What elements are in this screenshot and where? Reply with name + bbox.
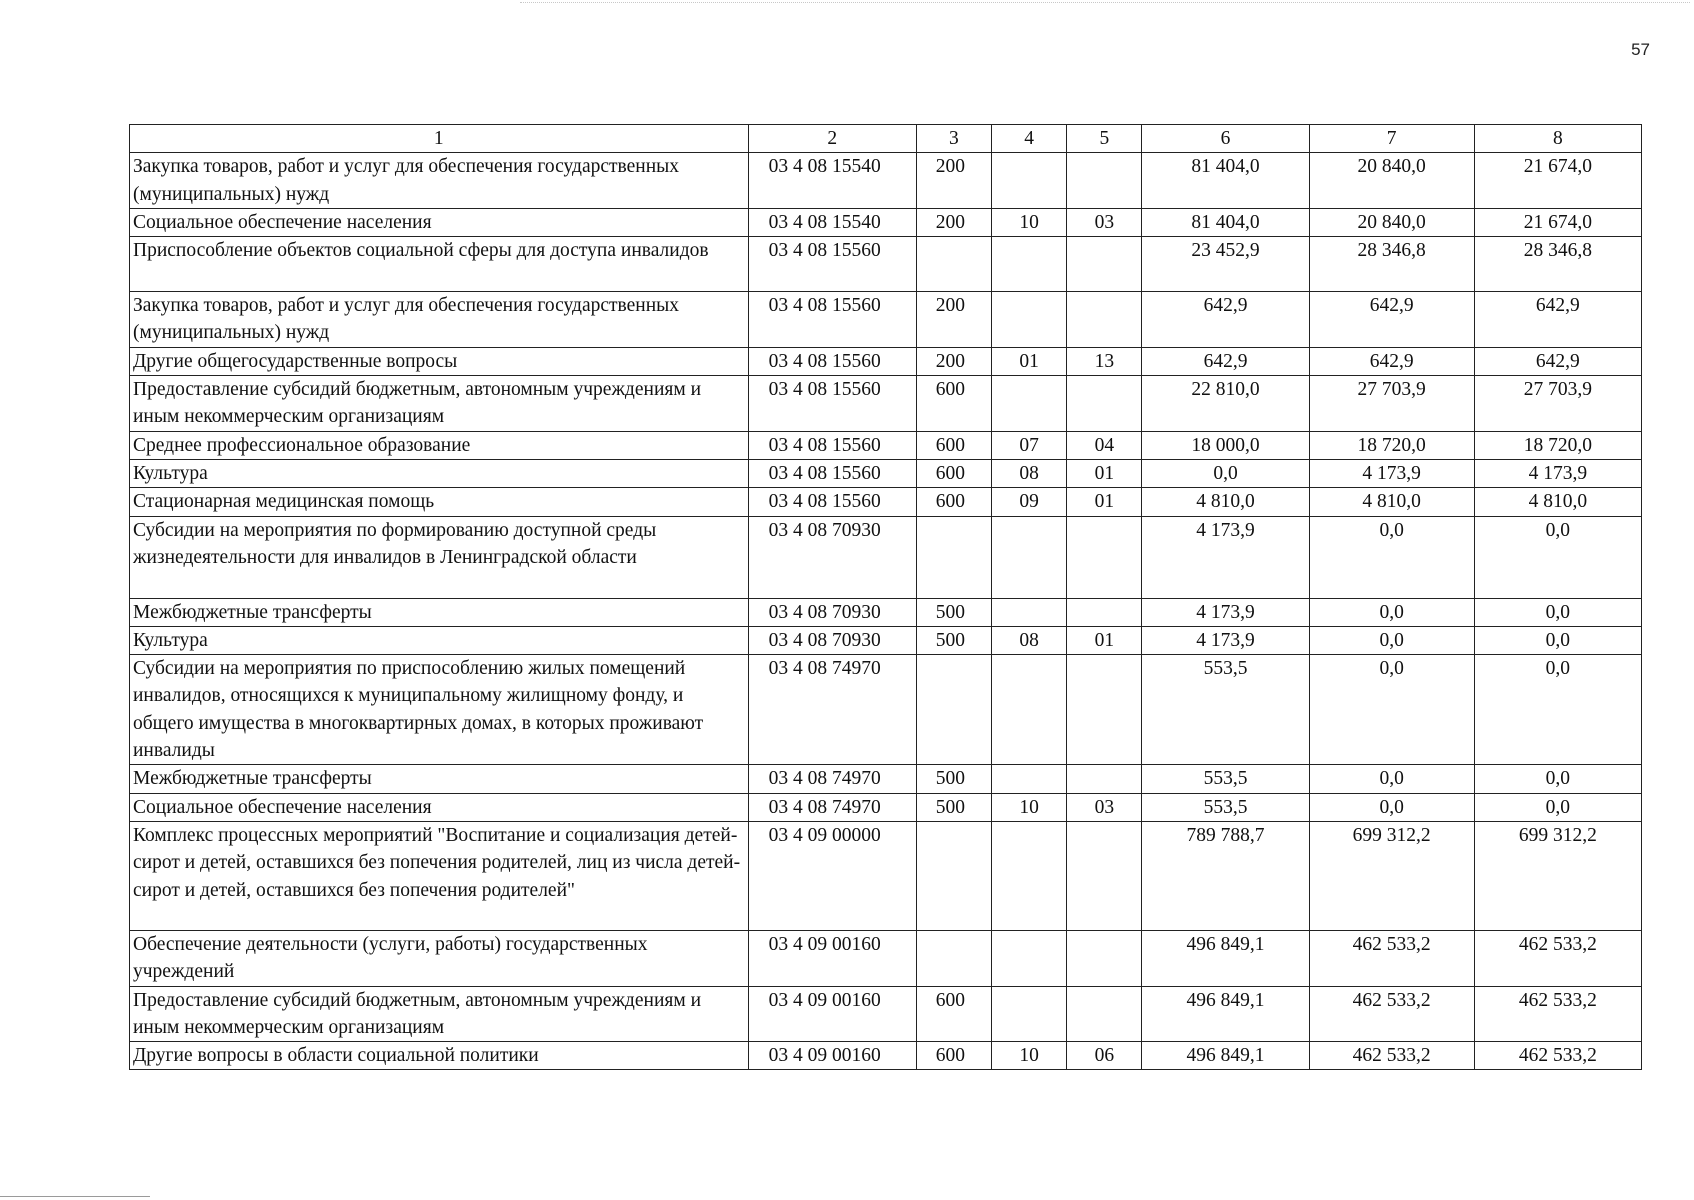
column-header: 7	[1309, 125, 1474, 153]
table-row	[130, 986, 1642, 1042]
row-name: Социальное обеспечение населения	[130, 208, 749, 236]
row-name: Субсидии на мероприятия по приспособлению жилых помещений инвалидов, относящихся к муниципальному жилищному фонду, и общего имущества в многоквартирных домах, в которых проживают инвалиды	[130, 655, 749, 765]
row-code: 03 4 08 15560	[748, 347, 916, 375]
row-value-6: 23 452,9	[1142, 237, 1309, 292]
row-expense-type	[916, 516, 991, 598]
row-value-7: 20 840,0	[1309, 153, 1474, 209]
scan-edge-bottom	[0, 1196, 150, 1197]
table-row	[130, 821, 1642, 930]
row-code: 03 4 09 00160	[748, 1042, 916, 1070]
row-subsection	[1067, 516, 1142, 598]
row-value-6: 553,5	[1142, 655, 1309, 765]
row-value-6: 553,5	[1142, 793, 1309, 821]
table-row	[130, 930, 1642, 986]
row-subsection	[1067, 237, 1142, 292]
row-expense-type: 200	[916, 208, 991, 236]
column-header: 1	[130, 125, 749, 153]
row-value-8: 4 810,0	[1474, 488, 1641, 516]
row-value-7: 0,0	[1309, 516, 1474, 598]
page-number: 57	[1631, 40, 1650, 59]
row-code: 03 4 08 15540	[748, 153, 916, 209]
row-section: 10	[992, 208, 1067, 236]
row-code: 03 4 08 15560	[748, 459, 916, 487]
table-row	[130, 488, 1642, 516]
row-value-7: 462 533,2	[1309, 1042, 1474, 1070]
row-value-7: 462 533,2	[1309, 986, 1474, 1042]
row-subsection	[1067, 765, 1142, 793]
row-value-6: 496 849,1	[1142, 1042, 1309, 1070]
row-value-6: 81 404,0	[1142, 153, 1309, 209]
table-header-row	[130, 125, 1642, 153]
row-section	[992, 598, 1067, 626]
row-name: Предоставление субсидий бюджетным, автономным учреждениям и иным некоммерческим организациям	[130, 376, 749, 432]
table-row	[130, 516, 1642, 598]
table-row	[130, 292, 1642, 348]
row-value-8: 0,0	[1474, 626, 1641, 654]
row-section	[992, 153, 1067, 209]
row-subsection: 13	[1067, 347, 1142, 375]
row-expense-type: 600	[916, 1042, 991, 1070]
row-expense-type: 200	[916, 347, 991, 375]
row-value-8: 0,0	[1474, 598, 1641, 626]
row-subsection	[1067, 376, 1142, 432]
row-value-6: 0,0	[1142, 459, 1309, 487]
row-value-6: 4 810,0	[1142, 488, 1309, 516]
row-value-6: 553,5	[1142, 765, 1309, 793]
row-value-6: 642,9	[1142, 347, 1309, 375]
row-section: 10	[992, 1042, 1067, 1070]
row-subsection	[1067, 292, 1142, 348]
row-expense-type: 200	[916, 153, 991, 209]
table-row	[130, 431, 1642, 459]
row-subsection: 01	[1067, 459, 1142, 487]
row-value-6: 22 810,0	[1142, 376, 1309, 432]
row-value-8: 0,0	[1474, 516, 1641, 598]
row-name: Закупка товаров, работ и услуг для обеспечения государственных (муниципальных) нужд	[130, 153, 749, 209]
row-subsection: 03	[1067, 793, 1142, 821]
row-section	[992, 986, 1067, 1042]
row-name: Межбюджетные трансферты	[130, 765, 749, 793]
column-header: 5	[1067, 125, 1142, 153]
row-value-8: 0,0	[1474, 765, 1641, 793]
row-expense-type: 500	[916, 793, 991, 821]
row-value-7: 4 173,9	[1309, 459, 1474, 487]
row-expense-type	[916, 930, 991, 986]
row-expense-type	[916, 237, 991, 292]
row-code: 03 4 08 15560	[748, 376, 916, 432]
row-code: 03 4 08 70930	[748, 598, 916, 626]
row-value-7: 28 346,8	[1309, 237, 1474, 292]
row-name: Субсидии на мероприятия по формированию доступной среды жизнедеятельности для инвалидов в Ленинградской области	[130, 516, 749, 598]
row-name: Культура	[130, 459, 749, 487]
table-row	[130, 347, 1642, 375]
row-value-8: 28 346,8	[1474, 237, 1641, 292]
row-subsection	[1067, 986, 1142, 1042]
table-row	[130, 237, 1642, 292]
row-section	[992, 292, 1067, 348]
row-value-6: 496 849,1	[1142, 930, 1309, 986]
row-code: 03 4 08 15560	[748, 431, 916, 459]
row-name: Приспособление объектов социальной сферы для доступа инвалидов	[130, 237, 749, 292]
column-header: 6	[1142, 125, 1309, 153]
row-value-8: 642,9	[1474, 347, 1641, 375]
row-value-7: 642,9	[1309, 292, 1474, 348]
row-value-7: 0,0	[1309, 765, 1474, 793]
row-name: Обеспечение деятельности (услуги, работы) государственных учреждений	[130, 930, 749, 986]
row-value-8: 699 312,2	[1474, 821, 1641, 930]
row-subsection: 06	[1067, 1042, 1142, 1070]
row-code: 03 4 08 15560	[748, 292, 916, 348]
row-expense-type: 600	[916, 986, 991, 1042]
row-code: 03 4 08 74970	[748, 765, 916, 793]
row-value-7: 642,9	[1309, 347, 1474, 375]
row-value-7: 0,0	[1309, 793, 1474, 821]
row-section	[992, 821, 1067, 930]
row-section	[992, 765, 1067, 793]
column-header: 2	[748, 125, 916, 153]
row-code: 03 4 08 74970	[748, 655, 916, 765]
row-section: 01	[992, 347, 1067, 375]
row-section: 10	[992, 793, 1067, 821]
row-section	[992, 376, 1067, 432]
table-row	[130, 376, 1642, 432]
row-code: 03 4 08 70930	[748, 516, 916, 598]
row-name: Социальное обеспечение населения	[130, 793, 749, 821]
row-subsection: 04	[1067, 431, 1142, 459]
table-row	[130, 153, 1642, 209]
row-value-6: 81 404,0	[1142, 208, 1309, 236]
row-value-6: 496 849,1	[1142, 986, 1309, 1042]
row-value-7: 699 312,2	[1309, 821, 1474, 930]
row-value-7: 0,0	[1309, 626, 1474, 654]
row-name: Культура	[130, 626, 749, 654]
table-row	[130, 1042, 1642, 1070]
column-header: 8	[1474, 125, 1641, 153]
scan-edge-top	[520, 2, 1690, 3]
row-code: 03 4 09 00000	[748, 821, 916, 930]
table-row	[130, 793, 1642, 821]
row-name: Комплекс процессных мероприятий "Воспитание и социализация детей-сирот и детей, оставшихся без попечения родителей, лиц из числа детей-сирот и детей, оставшихся без попечения родителей"	[130, 821, 749, 930]
row-code: 03 4 08 15560	[748, 488, 916, 516]
column-header: 3	[916, 125, 991, 153]
row-value-7: 27 703,9	[1309, 376, 1474, 432]
row-section	[992, 516, 1067, 598]
row-code: 03 4 08 70930	[748, 626, 916, 654]
row-expense-type: 500	[916, 598, 991, 626]
row-value-8: 462 533,2	[1474, 930, 1641, 986]
row-expense-type: 200	[916, 292, 991, 348]
row-code: 03 4 09 00160	[748, 986, 916, 1042]
row-value-7: 0,0	[1309, 655, 1474, 765]
row-subsection: 01	[1067, 488, 1142, 516]
row-value-7: 462 533,2	[1309, 930, 1474, 986]
row-expense-type: 600	[916, 376, 991, 432]
row-value-6: 4 173,9	[1142, 626, 1309, 654]
row-code: 03 4 08 15540	[748, 208, 916, 236]
row-subsection	[1067, 153, 1142, 209]
row-value-8: 0,0	[1474, 793, 1641, 821]
table-row	[130, 459, 1642, 487]
row-subsection	[1067, 930, 1142, 986]
row-subsection	[1067, 655, 1142, 765]
table-row	[130, 598, 1642, 626]
row-value-8: 462 533,2	[1474, 1042, 1641, 1070]
table-row	[130, 208, 1642, 236]
row-expense-type: 600	[916, 459, 991, 487]
row-value-8: 27 703,9	[1474, 376, 1641, 432]
row-subsection	[1067, 821, 1142, 930]
row-name: Закупка товаров, работ и услуг для обеспечения государственных (муниципальных) нужд	[130, 292, 749, 348]
row-name: Предоставление субсидий бюджетным, автономным учреждениям и иным некоммерческим организациям	[130, 986, 749, 1042]
column-header: 4	[992, 125, 1067, 153]
row-value-8: 462 533,2	[1474, 986, 1641, 1042]
row-expense-type: 500	[916, 765, 991, 793]
row-name: Среднее профессиональное образование	[130, 431, 749, 459]
row-subsection	[1067, 598, 1142, 626]
row-value-6: 4 173,9	[1142, 598, 1309, 626]
row-expense-type	[916, 821, 991, 930]
row-value-7: 18 720,0	[1309, 431, 1474, 459]
row-subsection: 01	[1067, 626, 1142, 654]
row-subsection: 03	[1067, 208, 1142, 236]
row-expense-type	[916, 655, 991, 765]
row-section	[992, 655, 1067, 765]
row-value-8: 642,9	[1474, 292, 1641, 348]
budget-table	[129, 124, 1642, 1070]
row-value-7: 4 810,0	[1309, 488, 1474, 516]
row-section	[992, 930, 1067, 986]
row-value-6: 18 000,0	[1142, 431, 1309, 459]
row-value-6: 789 788,7	[1142, 821, 1309, 930]
row-value-8: 0,0	[1474, 655, 1641, 765]
row-value-7: 0,0	[1309, 598, 1474, 626]
row-expense-type: 600	[916, 431, 991, 459]
row-value-8: 21 674,0	[1474, 208, 1641, 236]
table-row	[130, 626, 1642, 654]
row-value-6: 642,9	[1142, 292, 1309, 348]
row-name: Другие общегосударственные вопросы	[130, 347, 749, 375]
row-expense-type: 500	[916, 626, 991, 654]
row-expense-type: 600	[916, 488, 991, 516]
row-value-7: 20 840,0	[1309, 208, 1474, 236]
row-name: Другие вопросы в области социальной политики	[130, 1042, 749, 1070]
row-section: 08	[992, 626, 1067, 654]
row-section	[992, 237, 1067, 292]
row-value-8: 18 720,0	[1474, 431, 1641, 459]
table-row	[130, 655, 1642, 765]
row-code: 03 4 08 15560	[748, 237, 916, 292]
row-section: 09	[992, 488, 1067, 516]
row-value-8: 21 674,0	[1474, 153, 1641, 209]
row-section: 08	[992, 459, 1067, 487]
row-name: Стационарная медицинская помощь	[130, 488, 749, 516]
row-value-8: 4 173,9	[1474, 459, 1641, 487]
row-code: 03 4 09 00160	[748, 930, 916, 986]
row-section: 07	[992, 431, 1067, 459]
row-name: Межбюджетные трансферты	[130, 598, 749, 626]
table-row	[130, 765, 1642, 793]
row-value-6: 4 173,9	[1142, 516, 1309, 598]
row-code: 03 4 08 74970	[748, 793, 916, 821]
